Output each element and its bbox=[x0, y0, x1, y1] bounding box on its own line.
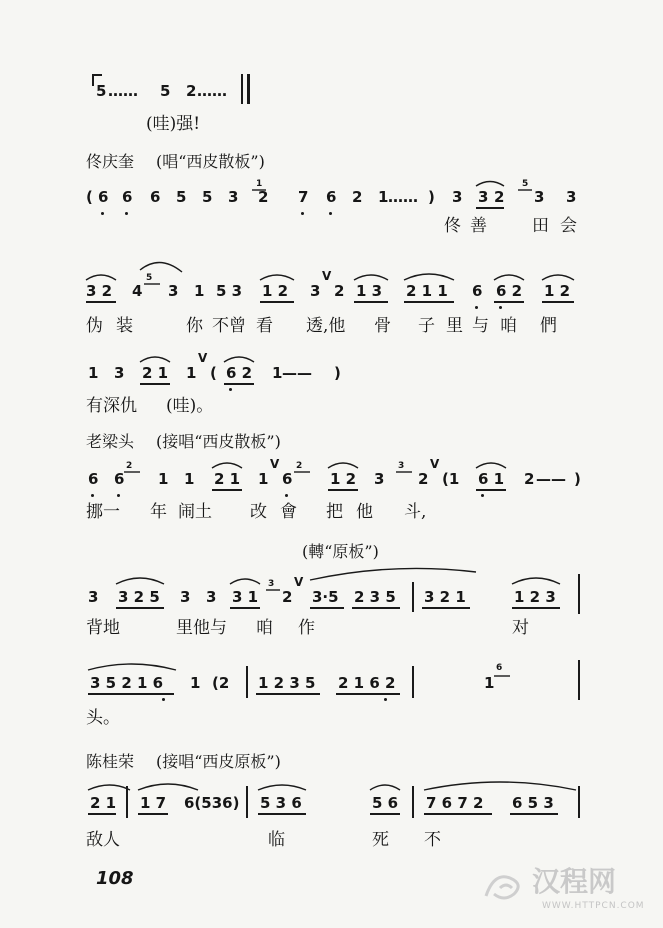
note: 3 bbox=[478, 188, 489, 206]
dash: —— bbox=[282, 364, 312, 382]
barline bbox=[246, 786, 248, 818]
note-group: 1 2 bbox=[262, 282, 289, 300]
underline bbox=[86, 301, 116, 303]
note: 3 bbox=[114, 364, 125, 382]
slur bbox=[88, 664, 176, 670]
slur bbox=[258, 785, 306, 790]
dots: …… bbox=[108, 82, 138, 100]
note-group: 1 2 3 bbox=[514, 588, 556, 606]
lyric: 咱 bbox=[500, 316, 517, 336]
note-group: 6 2 bbox=[496, 282, 523, 300]
grace-note: 6 bbox=[496, 663, 503, 673]
note: 2 bbox=[494, 188, 505, 206]
note: 6 bbox=[114, 470, 125, 488]
note-group: (2 bbox=[212, 674, 230, 692]
note: 2 bbox=[524, 470, 535, 488]
lyric: 會 bbox=[280, 502, 297, 522]
note-group: 1 2 3 5 bbox=[258, 674, 316, 692]
slur bbox=[542, 275, 574, 280]
note: 2 bbox=[282, 588, 293, 606]
page-number: 108 bbox=[96, 868, 134, 889]
slur bbox=[476, 182, 504, 187]
lyric: 骨 bbox=[374, 316, 391, 336]
note: 3 bbox=[310, 282, 321, 300]
note-group: 2 1 bbox=[90, 794, 117, 812]
note: 1 bbox=[378, 188, 389, 206]
slur bbox=[212, 463, 242, 468]
role-name: 老梁头 bbox=[86, 432, 135, 451]
note-group: 3 2 5 bbox=[118, 588, 160, 606]
low-dot bbox=[285, 494, 288, 497]
note: 6 bbox=[326, 188, 337, 206]
underline bbox=[512, 607, 560, 609]
note: 1 bbox=[272, 364, 283, 382]
lyric: 田 bbox=[532, 216, 549, 236]
singing-direction: (接唱“西皮原板”) bbox=[156, 752, 281, 771]
lyric: 把 bbox=[326, 502, 343, 522]
note-group: 5 6 bbox=[372, 794, 399, 812]
underline bbox=[88, 693, 174, 695]
dots: …… bbox=[197, 82, 227, 100]
low-dot bbox=[162, 698, 165, 701]
underline bbox=[212, 489, 242, 491]
lyric: 里 bbox=[446, 316, 463, 336]
lyric: 咱 bbox=[256, 618, 273, 638]
slur bbox=[354, 275, 388, 280]
note-group: 3 2 bbox=[86, 282, 113, 300]
lyric: 善 bbox=[470, 216, 487, 236]
barline bbox=[412, 786, 414, 818]
lyric: 斗, bbox=[404, 502, 427, 522]
breath-mark: V bbox=[322, 269, 332, 283]
note-group: 7 6 7 2 bbox=[426, 794, 484, 812]
note-group: 1 2 bbox=[330, 470, 357, 488]
slur bbox=[494, 275, 524, 280]
underline bbox=[476, 489, 506, 491]
slur bbox=[404, 274, 454, 280]
low-dot bbox=[481, 494, 484, 497]
note: 5 bbox=[160, 82, 171, 100]
low-dot bbox=[229, 388, 232, 391]
lyric: 你 bbox=[186, 316, 203, 336]
slur bbox=[424, 782, 576, 790]
note-group: 3 5 2 1 6 bbox=[90, 674, 164, 692]
final-barline bbox=[247, 74, 250, 104]
lyric: 死 bbox=[372, 830, 389, 850]
breath-mark: V bbox=[430, 457, 440, 471]
lyric: 佟 bbox=[444, 216, 461, 236]
note: 3 bbox=[374, 470, 385, 488]
paren: ) bbox=[334, 364, 341, 382]
low-dot bbox=[101, 212, 104, 215]
note: 3 bbox=[452, 188, 463, 206]
lyric: 作 bbox=[298, 618, 315, 638]
underline bbox=[116, 607, 164, 609]
note: 3 bbox=[88, 588, 99, 606]
note-group: 2 1 1 bbox=[406, 282, 448, 300]
low-dot bbox=[384, 698, 387, 701]
underline bbox=[336, 693, 400, 695]
low-dot bbox=[329, 212, 332, 215]
slur bbox=[138, 784, 198, 790]
lyric: 他 bbox=[356, 502, 373, 522]
lyric: 背地 bbox=[86, 618, 120, 638]
underline bbox=[422, 607, 470, 609]
breath-mark: V bbox=[198, 351, 208, 365]
grace-note: 2 bbox=[126, 461, 133, 471]
slur bbox=[260, 275, 294, 280]
slur bbox=[328, 463, 358, 468]
lyric: 有深仇 bbox=[86, 396, 137, 416]
lyric: (哇)强! bbox=[146, 114, 201, 134]
paren: ) bbox=[574, 470, 581, 488]
barline bbox=[412, 666, 414, 698]
note: 6 bbox=[122, 188, 133, 206]
note-group: (1 bbox=[442, 470, 460, 488]
note: 3 bbox=[228, 188, 239, 206]
note: 1 bbox=[484, 674, 495, 692]
underline bbox=[230, 607, 260, 609]
lyric: 不曾 bbox=[212, 316, 246, 336]
barline bbox=[246, 666, 248, 698]
dots: …… bbox=[388, 188, 418, 206]
note: 2 bbox=[186, 82, 197, 100]
note: 7 bbox=[298, 188, 309, 206]
lyric: 透,他 bbox=[306, 316, 346, 336]
watermark-brand: 汉程网 bbox=[532, 865, 617, 898]
tempo-change: (轉“原板”) bbox=[302, 542, 379, 561]
note: 5 bbox=[176, 188, 187, 206]
barline bbox=[241, 74, 243, 104]
note: 1 bbox=[158, 470, 169, 488]
underline bbox=[140, 383, 170, 385]
note: 1 bbox=[194, 282, 205, 300]
note-group: 2 1 bbox=[142, 364, 169, 382]
role-name: 佟庆奎 bbox=[86, 152, 135, 171]
underline bbox=[224, 383, 254, 385]
low-dot bbox=[499, 306, 502, 309]
lyric: 装 bbox=[116, 316, 133, 336]
low-dot bbox=[301, 212, 304, 215]
note: 2 bbox=[334, 282, 345, 300]
grace-note: 5 bbox=[146, 273, 153, 283]
role-name: 陈桂荣 bbox=[86, 752, 135, 771]
underline bbox=[354, 301, 388, 303]
low-dot bbox=[125, 212, 128, 215]
slur bbox=[230, 579, 260, 584]
watermark-url: WWW.HTTPCN.COM bbox=[542, 901, 645, 911]
note: 3 bbox=[206, 588, 217, 606]
underline bbox=[494, 301, 524, 303]
watermark bbox=[480, 866, 650, 916]
low-dot bbox=[91, 494, 94, 497]
underline bbox=[256, 693, 320, 695]
slur bbox=[88, 785, 130, 790]
grace-note: 2 bbox=[296, 461, 303, 471]
note: 2 bbox=[418, 470, 429, 488]
grace-note: 3 bbox=[398, 461, 405, 471]
underline bbox=[258, 813, 306, 815]
note: 2 bbox=[258, 188, 269, 206]
underline bbox=[404, 301, 454, 303]
note-group: 2 1 bbox=[214, 470, 241, 488]
note-group: 3 2 1 bbox=[424, 588, 466, 606]
lyric: 年 bbox=[150, 502, 167, 522]
note-group: 3·5 bbox=[312, 588, 339, 606]
singing-direction: (接唱“西皮散板”) bbox=[156, 432, 281, 451]
slur bbox=[310, 568, 476, 580]
low-dot bbox=[117, 494, 120, 497]
note: 3 bbox=[534, 188, 545, 206]
underline bbox=[510, 813, 558, 815]
underline bbox=[352, 607, 400, 609]
underline bbox=[370, 813, 400, 815]
barline bbox=[412, 582, 414, 612]
lyric: 临 bbox=[268, 830, 285, 850]
lyric: 看 bbox=[256, 316, 273, 336]
note-group: 6 5 3 bbox=[512, 794, 554, 812]
note-group: 3 1 bbox=[232, 588, 259, 606]
lyric: 对 bbox=[512, 618, 529, 638]
note-group: 5 3 bbox=[216, 282, 243, 300]
note-group: 5 3 6 bbox=[260, 794, 302, 812]
slur bbox=[140, 357, 170, 362]
barline bbox=[578, 660, 580, 700]
note-group: 6 1 bbox=[478, 470, 505, 488]
lyric: 改 bbox=[250, 502, 267, 522]
lyric: 們 bbox=[540, 316, 557, 336]
grace-note: 3 bbox=[268, 579, 275, 589]
note: 1 bbox=[186, 364, 197, 382]
lyric: 会 bbox=[560, 216, 577, 236]
grace-note: 5 bbox=[522, 179, 529, 189]
underline bbox=[138, 813, 168, 815]
singing-direction: (唱“西皮散板”) bbox=[156, 152, 265, 171]
lyric: 子 bbox=[418, 316, 435, 336]
barline bbox=[578, 574, 580, 614]
watermark-logo-icon bbox=[480, 866, 530, 906]
note: 6 bbox=[472, 282, 483, 300]
note: 3 bbox=[168, 282, 179, 300]
note: 3 bbox=[566, 188, 577, 206]
note: 3 bbox=[180, 588, 191, 606]
note: 1 bbox=[184, 470, 195, 488]
note: 1 bbox=[190, 674, 201, 692]
breath-mark: V bbox=[270, 457, 280, 471]
note-group: 1 3 bbox=[356, 282, 383, 300]
barline bbox=[126, 786, 128, 818]
lyric: 头。 bbox=[86, 708, 120, 728]
slur bbox=[224, 357, 254, 362]
note: 6 bbox=[98, 188, 109, 206]
slur bbox=[512, 578, 560, 584]
lyric: 闹土 bbox=[178, 502, 212, 522]
note: 5 bbox=[96, 82, 107, 100]
note-group: 2 3 5 bbox=[354, 588, 396, 606]
lyric: (哇)。 bbox=[166, 396, 214, 416]
paren: ) bbox=[428, 188, 435, 206]
lyric: 与 bbox=[472, 316, 489, 336]
note-group: 2 1 6 2 bbox=[338, 674, 396, 692]
paren: ( bbox=[86, 188, 93, 206]
lyric: 里他与 bbox=[176, 618, 227, 638]
note: 1 bbox=[258, 470, 269, 488]
barline bbox=[578, 786, 580, 818]
lyric: 挪一 bbox=[86, 502, 120, 522]
grace-note: 1 bbox=[256, 179, 263, 189]
slur bbox=[370, 785, 400, 790]
underline bbox=[328, 489, 358, 491]
note-group: 1 7 bbox=[140, 794, 167, 812]
lyric: 不 bbox=[424, 830, 441, 850]
paren: ( bbox=[210, 364, 217, 382]
underline bbox=[476, 207, 504, 209]
note: 6 bbox=[282, 470, 293, 488]
underline bbox=[424, 813, 492, 815]
note-group: 6 2 bbox=[226, 364, 253, 382]
underline bbox=[260, 301, 294, 303]
slur bbox=[116, 578, 164, 584]
lyric: 敌人 bbox=[86, 830, 120, 850]
low-dot bbox=[475, 306, 478, 309]
note: 2 bbox=[352, 188, 363, 206]
underline bbox=[88, 813, 116, 815]
note: 1 bbox=[88, 364, 99, 382]
note-group: 1 2 bbox=[544, 282, 571, 300]
dash: —— bbox=[536, 470, 566, 488]
lyric: 伪 bbox=[86, 316, 103, 336]
note-group: 6(536) bbox=[184, 794, 240, 812]
note: 4 bbox=[132, 282, 143, 300]
note: 5 bbox=[202, 188, 213, 206]
slur bbox=[476, 463, 506, 468]
note: 6 bbox=[88, 470, 99, 488]
underline bbox=[542, 301, 574, 303]
breath-mark: V bbox=[294, 575, 304, 589]
slur bbox=[140, 262, 182, 272]
slur bbox=[86, 275, 116, 280]
underline bbox=[310, 607, 344, 609]
tie-mark bbox=[92, 74, 94, 86]
note: 6 bbox=[150, 188, 161, 206]
